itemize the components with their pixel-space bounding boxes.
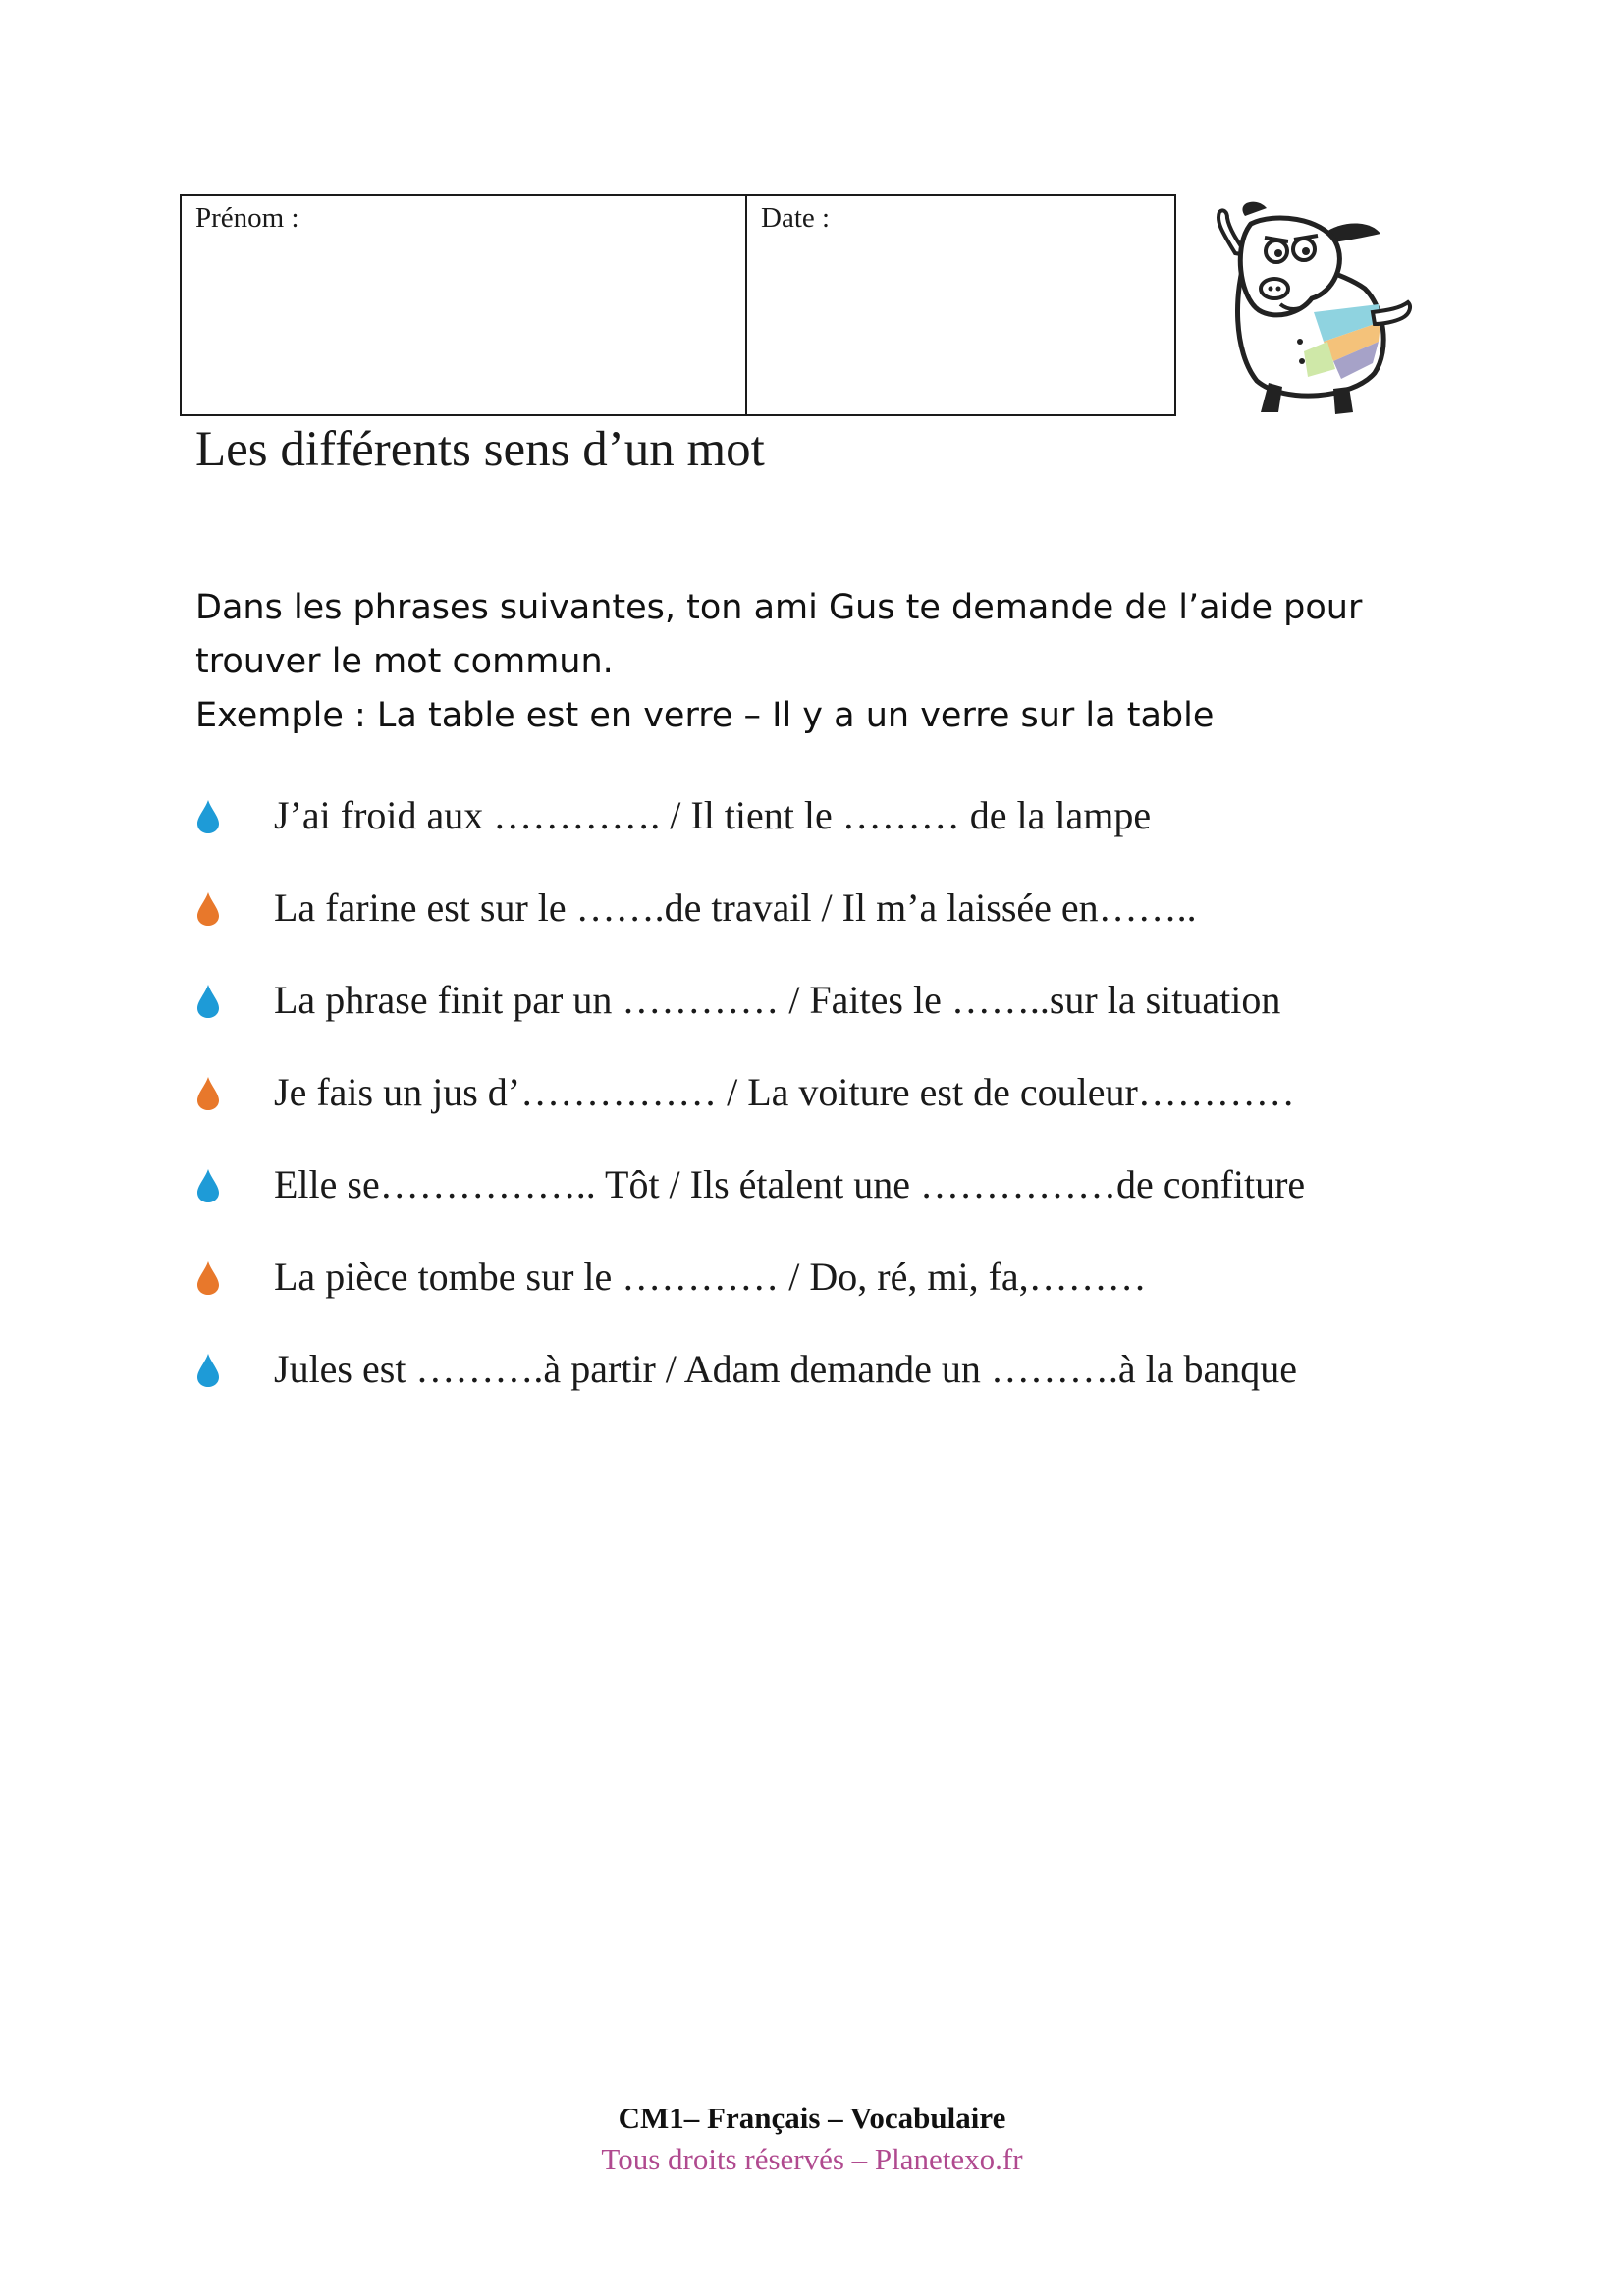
water-drop-icon <box>195 984 221 1019</box>
instructions-line-1: Dans les phrases suivantes, ton ami Gus te demande de l’aide pour <box>195 588 1363 627</box>
exercise-item <box>195 1159 1306 1252</box>
date-field[interactable] <box>747 196 1174 414</box>
water-drop-icon <box>195 1260 221 1296</box>
prenom-label: Prénom : <box>195 202 299 234</box>
water-drop-icon <box>195 1076 221 1111</box>
exercise-sentence[interactable]: Elle se…………….. Tôt / Ils étalent une ……………de confiture <box>274 1162 1306 1206</box>
instructions-line-2: trouver le mot commun. <box>195 642 614 681</box>
exercise-sentence[interactable]: Je fais un jus d’…………… / La voiture est de couleur………… <box>274 1070 1295 1114</box>
date-label: Date : <box>761 202 831 234</box>
exercise-sentence[interactable]: La phrase finit par un ………… / Faites le ……..sur la situation <box>274 978 1281 1022</box>
water-drop-icon <box>195 1168 221 1203</box>
instructions-block <box>195 581 1452 743</box>
exercise-item <box>195 1344 1297 1436</box>
footer-copyright: Tous droits réservés – Planetexo.fr <box>601 2142 1023 2176</box>
gus-mascot-illustration <box>1206 194 1418 416</box>
water-drop-icon <box>195 1353 221 1388</box>
exercise-list <box>195 790 1306 1436</box>
exercise-sentence[interactable]: La pièce tombe sur le ………… / Do, ré, mi, fa,……… <box>274 1255 1147 1299</box>
exercise-sentence[interactable]: J’ai froid aux …………. / Il tient le ……… de la lampe <box>274 793 1152 837</box>
exercise-item <box>195 1067 1295 1159</box>
example-sentence: Exemple : La table est en verre – Il y a un verre sur la table <box>195 696 1215 735</box>
water-drop-icon <box>195 891 221 927</box>
footer-course-label: CM1– Français – Vocabulaire <box>618 2101 1006 2135</box>
exercise-item <box>195 882 1197 975</box>
exercise-item <box>195 975 1281 1067</box>
name-date-box <box>180 194 1176 416</box>
water-drop-icon <box>195 799 221 834</box>
exercise-item <box>195 790 1152 882</box>
exercise-sentence[interactable]: La farine est sur le …….de travail / Il m’a laissée en…….. <box>274 885 1197 930</box>
exercise-item <box>195 1252 1147 1344</box>
exercise-sentence[interactable]: Jules est ……….à partir / Adam demande un ……….à la banque <box>274 1347 1297 1391</box>
page-title: Les différents sens d’un mot <box>195 422 765 477</box>
prenom-field[interactable] <box>182 196 747 414</box>
